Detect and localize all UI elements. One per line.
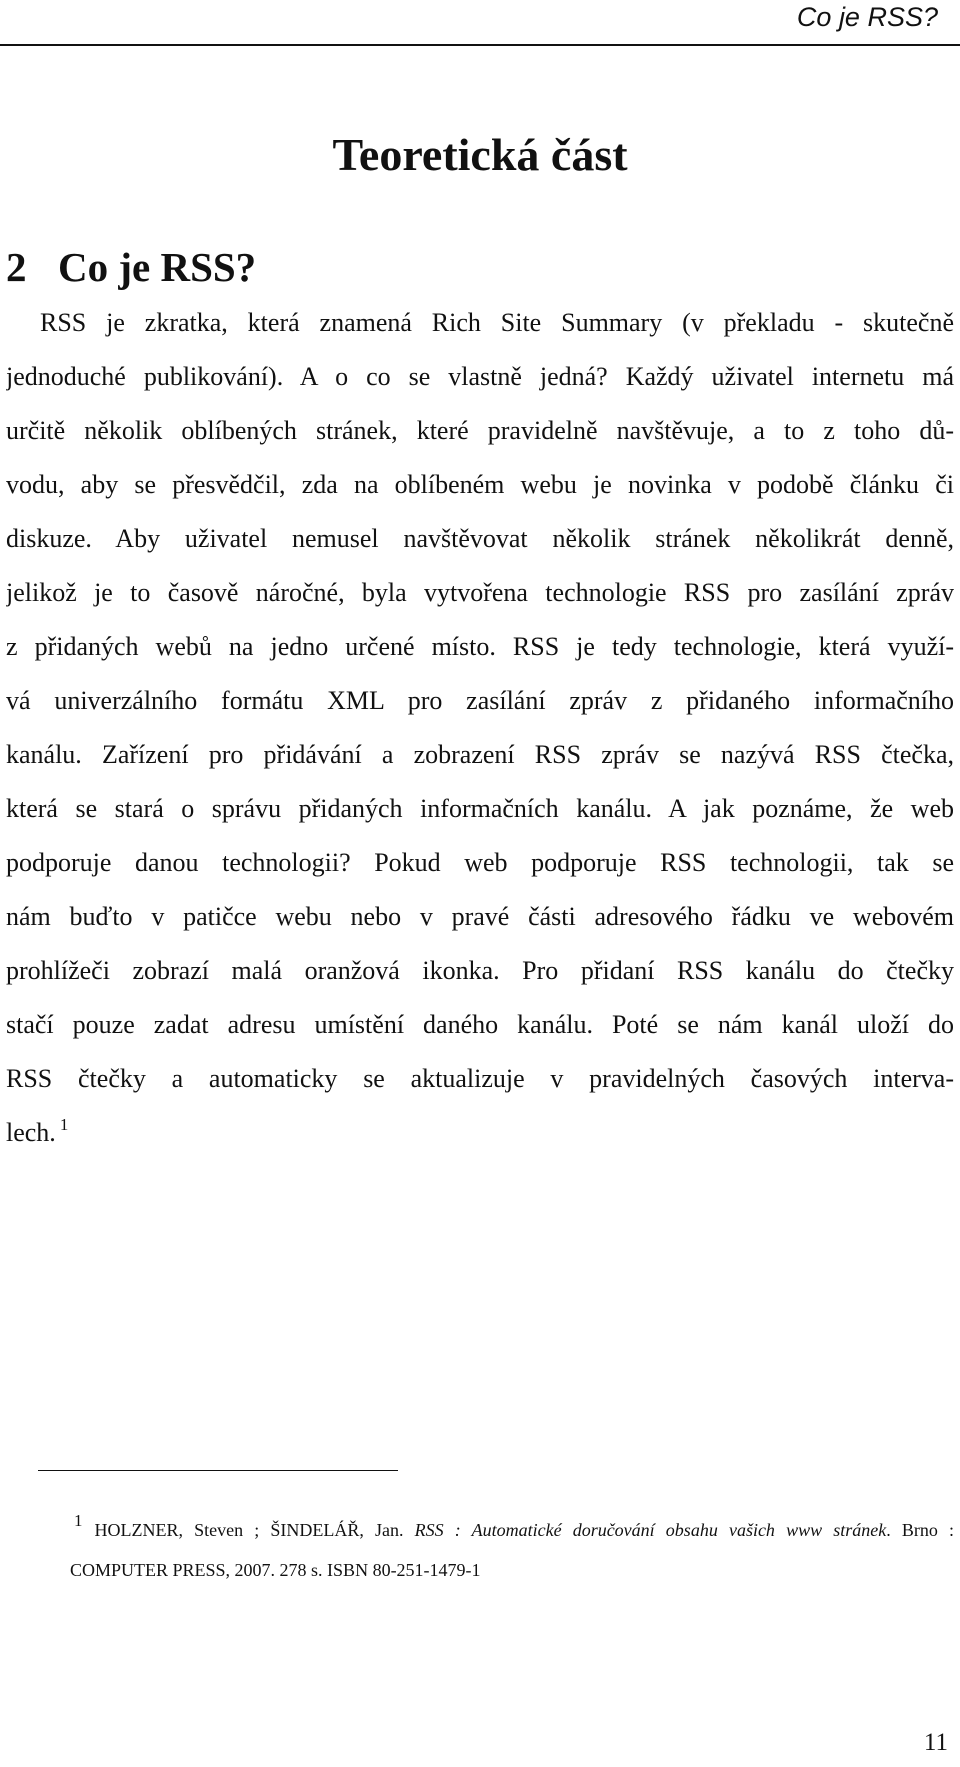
paragraph-line-last <box>6 1106 954 1160</box>
footnote <box>70 1510 954 1590</box>
section-number: 2 <box>6 244 27 290</box>
section-title: Co je RSS? <box>58 244 257 290</box>
footnote-authors: HOLZNER, Steven ; ŠINDELÁŘ, Jan. <box>94 1520 404 1540</box>
footnote-title: RSS : Automatické doručování obsahu vašich www stránek <box>414 1520 887 1540</box>
footnote-place: . Brno : <box>886 1520 954 1540</box>
paragraph-line: určitě několik oblíbených stránek, které pravidelně navštěvuje, a to z toho dů- <box>6 416 954 445</box>
section-heading <box>6 242 256 292</box>
paragraph-line: kanálu. Zařízení pro přidávání a zobrazení RSS zpráv se nazývá RSS čtečka, <box>6 740 954 769</box>
footnote-mark: 1 <box>74 1511 83 1530</box>
paragraph-line: která se stará o správu přidaných informačních kanálu. A jak poznáme, že web <box>6 794 954 823</box>
part-title: Teoretická část <box>332 129 628 180</box>
paragraph-line: podporuje danou technologii? Pokud web podporuje RSS technologii, tak se <box>6 848 954 877</box>
paragraph-line-text: lech. <box>6 1118 56 1147</box>
paragraph-line: diskuze. Aby uživatel nemusel navštěvovat několik stránek několikrát denně, <box>6 524 954 553</box>
paragraph-line: stačí pouze zadat adresu umístění daného kanálu. Poté se nám kanál uloží do <box>6 1010 954 1039</box>
paragraph-line: vá univerzálního formátu XML pro zasílání zpráv z přidaného informačního <box>6 686 954 715</box>
running-header-title: Co je RSS? <box>796 2 938 32</box>
paragraph-line: RSS čtečky a automaticky se aktualizuje v pravidelných časových interva- <box>6 1064 954 1093</box>
paragraph-line: vodu, aby se přesvědčil, zda na oblíbeném webu je novinka v podobě článku či <box>6 470 954 499</box>
body-paragraph <box>6 296 954 1160</box>
footnote-reference[interactable]: 1 <box>59 1115 69 1134</box>
footnote-separator <box>38 1470 398 1471</box>
running-header <box>0 0 960 46</box>
paragraph-line: z přidaných webů na jedno určené místo. RSS je tedy technologie, která využí- <box>6 632 954 661</box>
paragraph-line: jelikož je to časově náročné, byla vytvořena technologie RSS pro zasílání zpráv <box>6 578 954 607</box>
footnote-line <box>74 1510 954 1550</box>
footnote-line: COMPUTER PRESS, 2007. 278 s. ISBN 80-251-1479-1 <box>70 1560 481 1580</box>
paragraph-line: prohlížeči zobrazí malá oranžová ikonka. Pro přidaní RSS kanálu do čtečky <box>6 956 954 985</box>
paragraph-line: jednoduché publikování). A o co se vlastně jedná? Každý uživatel internetu má <box>6 362 954 391</box>
paragraph-line: nám buďto v patičce webu nebo v pravé části adresového řádku ve webovém <box>6 902 954 931</box>
paragraph-line: RSS je zkratka, která znamená Rich Site Summary (v překladu - skutečně <box>40 308 954 337</box>
page-number: 11 <box>923 1729 948 1756</box>
